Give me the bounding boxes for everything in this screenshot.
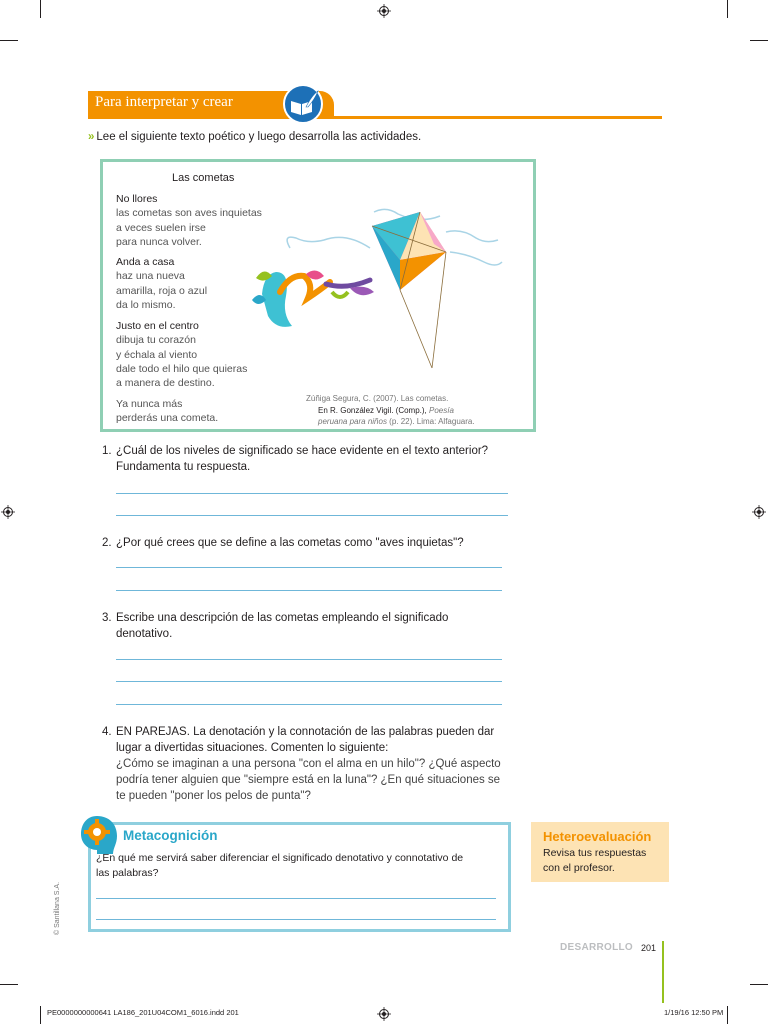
question-2 (102, 535, 464, 551)
print-slug-date: 1/19/16 12:50 PM (664, 1008, 724, 1017)
crop-mark (0, 984, 18, 985)
print-slug-file: PE0000000000641 LA186_201U04COM1_6016.indd 201 (47, 1008, 239, 1017)
question-text: ¿Cómo se imaginan a una persona "con el alma en un hilo"? ¿Qué aspecto (116, 758, 501, 770)
registration-mark-icon (377, 4, 391, 18)
reference-line: En R. González Vigil. (Comp.), (318, 405, 427, 415)
poem-reference (306, 393, 475, 428)
question-text: ¿Por qué crees que se define a las cometas como "aves inquietas"? (116, 537, 464, 549)
question-3 (102, 610, 448, 642)
copyright: © Santillana S.A. (54, 881, 61, 935)
stanza-line: Ya nunca más (116, 398, 183, 410)
registration-mark-icon (1, 505, 15, 519)
metacognicion-text: ¿En qué me servirá saber diferenciar el significado denotativo y connotativo de (96, 852, 464, 864)
poem-stanza (116, 255, 207, 312)
stanza-line: las cometas son aves inquietas (116, 207, 262, 220)
answer-line[interactable] (96, 919, 496, 920)
question-text: ¿Cuál de los niveles de significado se hace evidente en el texto anterior? (116, 445, 489, 457)
reference-line: Zúñiga Segura, C. (2007). Las cometas. (306, 394, 449, 403)
reference-line: peruana para niños (318, 417, 387, 426)
crop-mark (40, 1006, 41, 1024)
heteroevaluacion-title: Heteroevaluación (543, 829, 652, 844)
question-4 (102, 724, 501, 804)
answer-line[interactable] (116, 659, 502, 660)
metacognicion-text: las palabras? (96, 866, 159, 879)
question-number: 1. (102, 445, 112, 457)
question-number: 2. (102, 537, 112, 549)
question-text: EN PAREJAS. La denotación y la connotación de las palabras pueden dar (116, 726, 495, 738)
poem-stanza (116, 397, 218, 426)
page-number: 201 (641, 943, 657, 953)
stanza-line: perderás una cometa. (116, 412, 219, 425)
stanza-line: amarilla, roja o azul (116, 284, 208, 297)
poem-stanza (116, 192, 262, 249)
question-text: te pueden "poner los pelos de punta"? (116, 790, 311, 802)
poem-title: Las cometas (172, 172, 235, 184)
stanza-line: a manera de destino. (116, 377, 215, 390)
answer-line[interactable] (116, 590, 502, 591)
registration-mark-icon (752, 505, 766, 519)
bullet-chevron-icon: » (88, 131, 93, 143)
metacognicion-question (96, 851, 463, 880)
heteroevaluacion-line: Revisa tus respuestas (543, 847, 647, 859)
stanza-line: No llores (116, 193, 158, 205)
heteroevaluacion-text (543, 846, 646, 875)
stanza-line: da lo mismo. (116, 298, 176, 311)
footer-bar (662, 941, 664, 1003)
footer-section: DESARROLLO (560, 942, 633, 953)
instruction-text: Lee el siguiente texto poético y luego desarrolla las actividades. (96, 131, 422, 143)
kite-illustration (250, 204, 510, 376)
crop-mark (727, 0, 728, 18)
reference-line: Poesía (426, 405, 454, 415)
reference-line: (p. 22). Lima: Alfaguara. (386, 417, 475, 426)
question-text: lugar a divertidas situaciones. Comenten lo siguiente: (116, 742, 389, 754)
heteroevaluacion-line: con el profesor. (543, 861, 615, 874)
question-number: 4. (102, 726, 112, 738)
stanza-line: haz una nueva (116, 270, 185, 283)
answer-line[interactable] (116, 704, 502, 705)
crop-mark (750, 984, 768, 985)
book-and-quill-icon (282, 83, 324, 125)
instruction (88, 131, 421, 143)
crop-mark (0, 40, 18, 41)
crop-mark (750, 40, 768, 41)
stanza-line: para nunca volver. (116, 235, 202, 248)
registration-mark-icon (377, 1007, 391, 1021)
answer-line[interactable] (116, 567, 502, 568)
metacognicion-title: Metacognición (123, 828, 218, 843)
stanza-line: Justo en el centro (116, 320, 199, 332)
answer-line[interactable] (96, 898, 496, 899)
poem-stanza (116, 319, 247, 390)
question-text: Escribe una descripción de las cometas empleando el significado (116, 612, 449, 624)
answer-line[interactable] (116, 515, 508, 516)
answer-line[interactable] (116, 681, 502, 682)
section-title: Para interpretar y crear (95, 94, 233, 110)
answer-line[interactable] (116, 493, 508, 494)
stanza-line: Anda a casa (116, 256, 175, 268)
question-text: Fundamenta tu respuesta. (116, 461, 251, 473)
stanza-line: y échala al viento (116, 348, 198, 361)
stanza-line: a veces suelen irse (116, 221, 206, 234)
question-text: podría tener alguien que "siempre está en la luna"? ¿En qué situaciones se (116, 774, 501, 786)
crop-mark (727, 1006, 728, 1024)
question-number: 3. (102, 612, 112, 624)
banner-rule (88, 116, 662, 119)
question-text: denotativo. (116, 628, 173, 640)
crop-mark (40, 0, 41, 18)
stanza-line: dale todo el hilo que quieras (116, 362, 248, 375)
stanza-line: dibuja tu corazón (116, 334, 196, 347)
question-1 (102, 443, 488, 475)
